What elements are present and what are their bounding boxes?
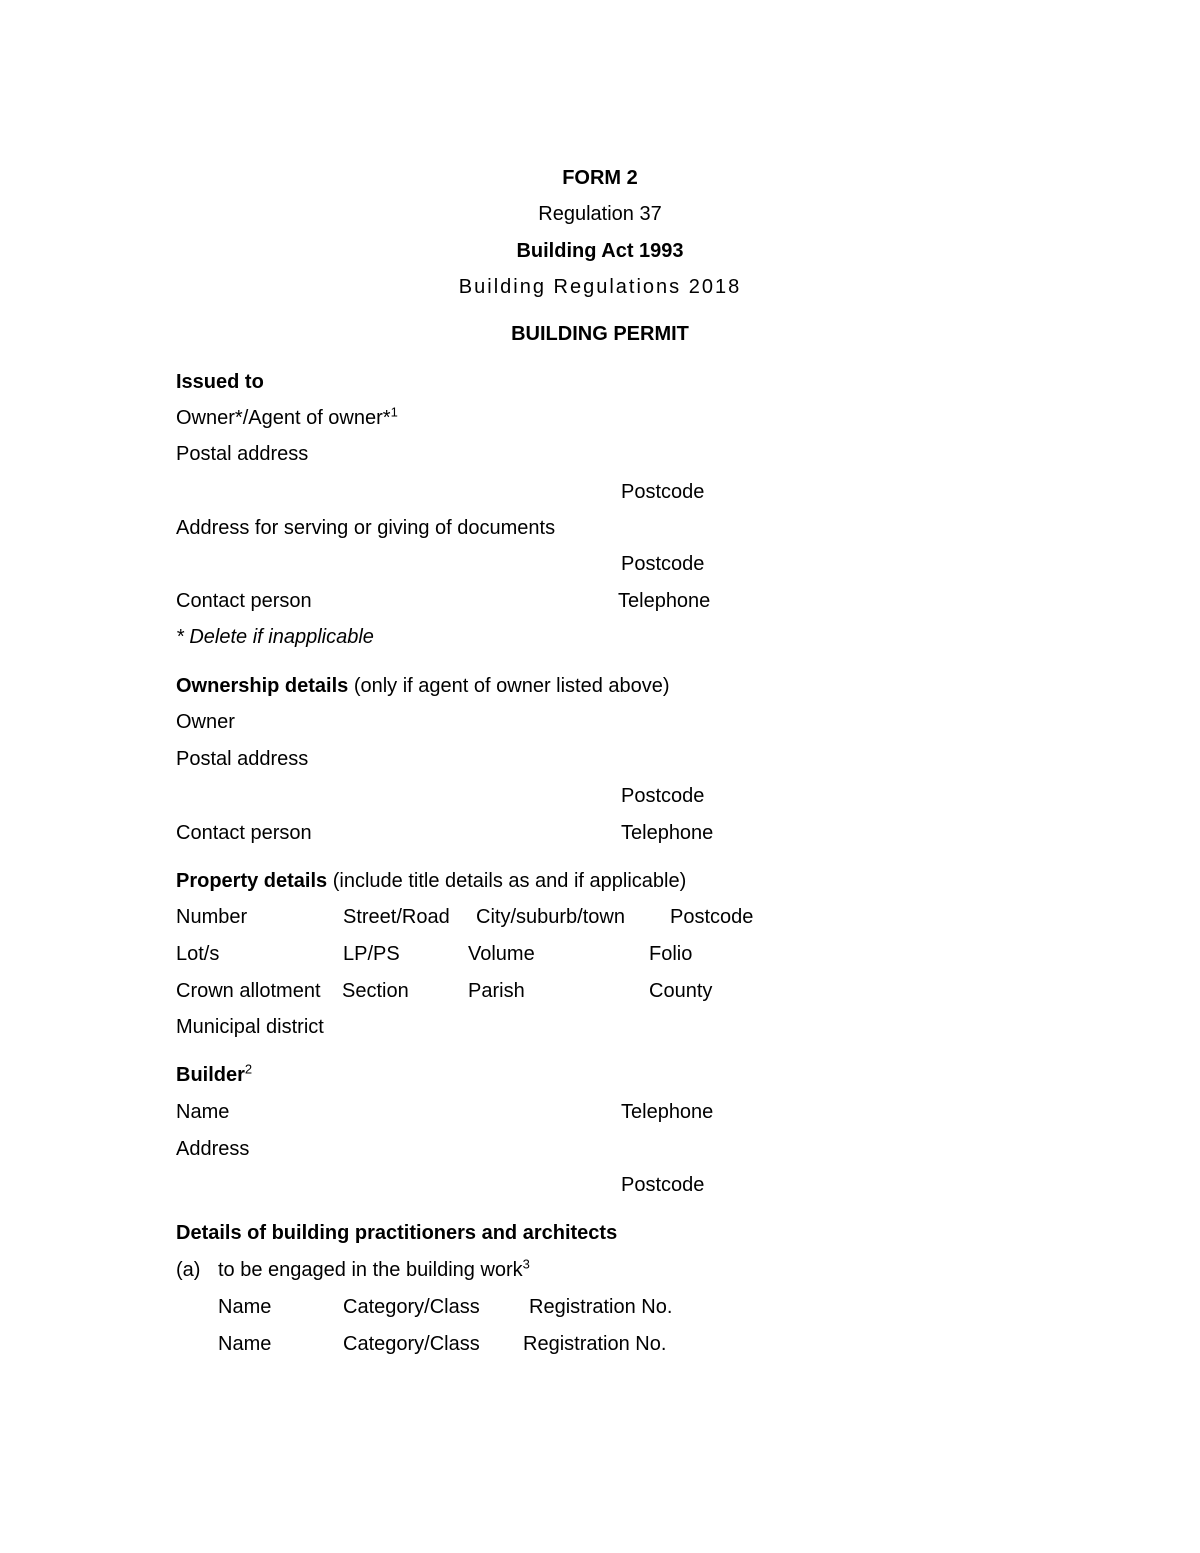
municipal-district-label: Municipal district — [176, 1016, 324, 1038]
ownership-note: (only if agent of owner listed above) — [348, 675, 670, 697]
street-road-label: Street/Road — [343, 906, 450, 928]
telephone-label: Telephone — [618, 590, 711, 612]
property-note: (include title details as and if applicable) — [327, 870, 687, 892]
builder-heading: Builder$^2$ — [176, 1061, 253, 1086]
act-title: Building Act 1993 — [516, 240, 684, 262]
practitioners-heading: Details of building practitioners and architects — [176, 1222, 618, 1244]
ownership-heading: Ownership details (only if agent of owner listed above) — [176, 675, 670, 697]
item-a-text: to be engaged in the building work$^3$ — [218, 1256, 530, 1281]
contact-person-label: Contact person — [176, 590, 312, 612]
county-label: County — [649, 980, 713, 1002]
postcode-label: Postcode — [621, 553, 705, 575]
telephone-label: Telephone — [621, 1101, 714, 1123]
page-title: BUILDING PERMIT — [511, 323, 689, 345]
issued-to-heading: Issued to — [176, 371, 264, 393]
delete-note: * Delete if inapplicable — [176, 626, 374, 648]
postal-address-label: Postal address — [176, 443, 309, 465]
category-class-label: Category/Class — [343, 1296, 480, 1318]
contact-person-label: Contact person — [176, 822, 312, 844]
owner-agent-label: Owner*/Agent of owner*$^1$ — [176, 404, 398, 429]
lp-ps-label: LP/PS — [343, 943, 400, 965]
property-heading: Property details (include title details as and if applicable) — [176, 870, 687, 892]
builder-name-label: Name — [176, 1101, 230, 1123]
volume-label: Volume — [468, 943, 535, 965]
builder-address-label: Address — [176, 1138, 250, 1160]
category-class-label: Category/Class — [343, 1333, 480, 1355]
regulations-title: Building Regulations 2018 — [458, 276, 742, 298]
footnote-3: 3 — [522, 1256, 530, 1272]
number-label: Number — [176, 906, 248, 928]
serving-address-label: Address for serving or giving of documents — [176, 517, 556, 539]
folio-label: Folio — [649, 943, 693, 965]
lots-label: Lot/s — [176, 943, 220, 965]
postcode-label: Postcode — [621, 785, 705, 807]
postcode-label: Postcode — [670, 906, 754, 928]
postal-address-label: Postal address — [176, 748, 309, 770]
footnote-2: 2 — [244, 1061, 253, 1077]
item-a-marker: (a) — [176, 1259, 201, 1281]
footnote-1: 1 — [390, 404, 398, 420]
practitioner-name-label: Name — [218, 1296, 272, 1318]
postcode-label: Postcode — [621, 1174, 705, 1196]
registration-no-label: Registration No. — [529, 1296, 673, 1318]
form-number: FORM 2 — [562, 167, 638, 189]
telephone-label: Telephone — [621, 822, 714, 844]
practitioner-name-label: Name — [218, 1333, 272, 1355]
postcode-label: Postcode — [621, 481, 705, 503]
crown-allotment-label: Crown allotment — [176, 980, 321, 1002]
parish-label: Parish — [468, 980, 525, 1002]
city-suburb-town-label: City/suburb/town — [476, 906, 625, 928]
regulation-number: Regulation 37 — [538, 203, 662, 225]
owner-label: Owner — [176, 711, 235, 733]
registration-no-label: Registration No. — [523, 1333, 667, 1355]
section-label: Section — [342, 980, 409, 1002]
